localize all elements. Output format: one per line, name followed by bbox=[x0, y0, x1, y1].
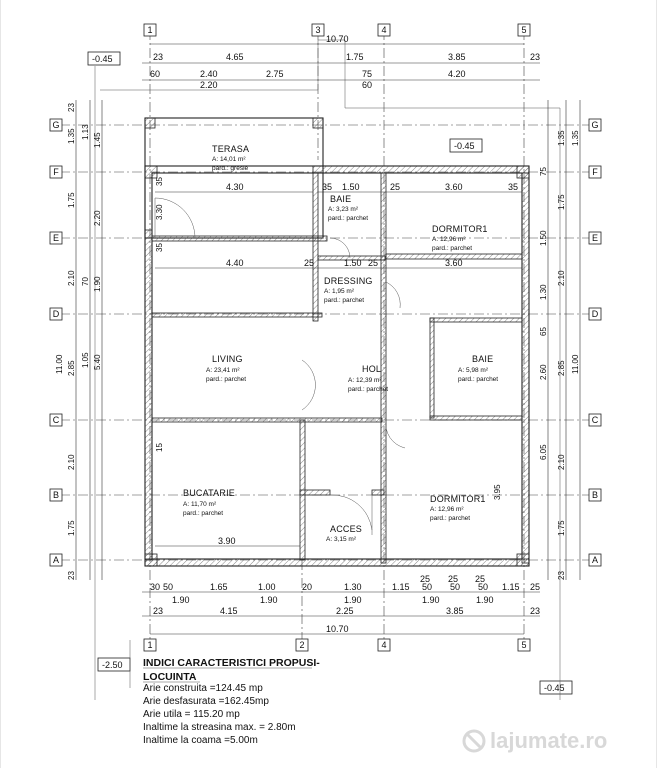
svg-text:1.75: 1.75 bbox=[67, 192, 76, 208]
watermark bbox=[464, 728, 607, 753]
svg-text:2.60: 2.60 bbox=[539, 364, 548, 380]
svg-text:20: 20 bbox=[302, 582, 313, 592]
svg-text:5.40: 5.40 bbox=[93, 354, 102, 370]
room-living bbox=[206, 354, 246, 383]
svg-text:4.30: 4.30 bbox=[226, 182, 244, 192]
svg-text:2.75: 2.75 bbox=[266, 69, 284, 79]
svg-text:3.95: 3.95 bbox=[493, 484, 502, 500]
axis-4-top: 4 bbox=[381, 25, 387, 35]
svg-text:HOL: HOL bbox=[362, 364, 382, 374]
row-axis-markers-right bbox=[589, 119, 601, 566]
svg-text:pard.: parchet: pard.: parchet bbox=[348, 386, 389, 393]
svg-text:50: 50 bbox=[450, 582, 461, 592]
svg-text:1.65: 1.65 bbox=[210, 582, 228, 592]
svg-text:2.20: 2.20 bbox=[200, 80, 218, 90]
svg-text:4.15: 4.15 bbox=[220, 606, 238, 616]
svg-text:Arie construita =124.45 mp: Arie construita =124.45 mp bbox=[143, 683, 263, 694]
column-axis-markers-bottom bbox=[144, 639, 530, 651]
svg-text:11.00: 11.00 bbox=[55, 354, 64, 374]
svg-text:Inaltime la streasina max. =: Inaltime la streasina max. = 2.80m bbox=[143, 722, 296, 733]
axis-1-top: 1 bbox=[147, 25, 153, 35]
svg-text:1.45: 1.45 bbox=[93, 132, 102, 148]
svg-text:6.05: 6.05 bbox=[539, 444, 548, 460]
svg-text:1.75: 1.75 bbox=[557, 520, 566, 536]
svg-text:50: 50 bbox=[478, 582, 489, 592]
svg-text:65: 65 bbox=[539, 327, 548, 336]
svg-text:pard.: parchet: pard.: parchet bbox=[324, 297, 365, 304]
svg-text:DORMITOR1: DORMITOR1 bbox=[432, 224, 488, 234]
svg-text:2.40: 2.40 bbox=[200, 69, 218, 79]
level-terrace: -0.45 bbox=[454, 141, 475, 151]
room-dressing bbox=[324, 276, 373, 304]
svg-text:35: 35 bbox=[155, 177, 164, 186]
svg-text:1.35: 1.35 bbox=[557, 130, 566, 146]
svg-text:25: 25 bbox=[475, 574, 486, 584]
svg-text:2.85: 2.85 bbox=[67, 360, 76, 376]
axis-3-top: 3 bbox=[315, 25, 321, 35]
svg-text:1.75: 1.75 bbox=[557, 194, 566, 210]
watermark-logo-icon bbox=[464, 731, 484, 751]
svg-text:1.15: 1.15 bbox=[392, 582, 410, 592]
svg-text:1.50: 1.50 bbox=[344, 258, 362, 268]
svg-text:pard.: parchet: pard.: parchet bbox=[206, 376, 247, 383]
svg-text:23: 23 bbox=[557, 571, 566, 580]
svg-text:1.75: 1.75 bbox=[67, 520, 76, 536]
svg-text:1.00: 1.00 bbox=[258, 582, 276, 592]
svg-text:pard.: gresie: pard.: gresie bbox=[212, 165, 249, 172]
svg-text:11.00: 11.00 bbox=[571, 354, 580, 374]
svg-text:3.85: 3.85 bbox=[448, 52, 466, 62]
svg-text:1.90: 1.90 bbox=[344, 595, 362, 605]
svg-text:1.50: 1.50 bbox=[342, 182, 360, 192]
svg-text:Arie desfasurata =162.45mp: Arie desfasurata =162.45mp bbox=[143, 696, 269, 707]
svg-text:35: 35 bbox=[155, 243, 164, 252]
svg-text:pard.: parchet: pard.: parchet bbox=[183, 510, 224, 517]
svg-text:TERASA: TERASA bbox=[212, 144, 250, 154]
svg-text:A: 5,98 m²: A: 5,98 m² bbox=[458, 367, 488, 374]
svg-text:A: 14,01 m²: A: 14,01 m² bbox=[212, 156, 246, 163]
svg-text:A: 23,41 m²: A: 23,41 m² bbox=[206, 367, 240, 374]
svg-text:1.75: 1.75 bbox=[346, 52, 364, 62]
svg-text:A: 12,96 m²: A: 12,96 m² bbox=[430, 506, 464, 513]
svg-text:1.90: 1.90 bbox=[422, 595, 440, 605]
svg-text:3.60: 3.60 bbox=[445, 182, 463, 192]
svg-text:C: C bbox=[52, 415, 60, 425]
room-labels bbox=[183, 144, 498, 543]
svg-text:50: 50 bbox=[422, 582, 433, 592]
svg-text:D: D bbox=[52, 309, 60, 319]
svg-text:25: 25 bbox=[368, 258, 379, 268]
room-dormitor-2 bbox=[430, 494, 486, 522]
axis-5-top: 5 bbox=[521, 25, 527, 35]
svg-text:LIVING: LIVING bbox=[212, 354, 243, 364]
svg-text:BAIE: BAIE bbox=[472, 354, 494, 364]
svg-text:35: 35 bbox=[508, 182, 519, 192]
svg-text:ACCES: ACCES bbox=[330, 524, 363, 534]
svg-text:1.90: 1.90 bbox=[93, 276, 102, 292]
svg-text:2.10: 2.10 bbox=[67, 454, 76, 470]
svg-text:2.25: 2.25 bbox=[336, 606, 354, 616]
svg-text:pard.: parchet: pard.: parchet bbox=[430, 515, 471, 522]
indices-title: INDICI CARACTERISTICI PROPUSI- bbox=[143, 657, 320, 669]
svg-text:C: C bbox=[591, 415, 599, 425]
indices-block bbox=[143, 657, 320, 746]
svg-text:1.30: 1.30 bbox=[539, 284, 548, 300]
svg-text:15: 15 bbox=[155, 443, 164, 452]
axis-1-bottom: 1 bbox=[147, 640, 153, 650]
svg-text:F: F bbox=[53, 167, 59, 177]
svg-text:3.85: 3.85 bbox=[446, 606, 464, 616]
svg-text:4.20: 4.20 bbox=[448, 69, 466, 79]
svg-text:1.90: 1.90 bbox=[172, 595, 190, 605]
indices-subtitle: LOCUINTA bbox=[143, 671, 197, 683]
top-dimensions bbox=[142, 34, 540, 90]
svg-text:60: 60 bbox=[362, 80, 373, 90]
svg-text:Inaltime la coama =5.00m: Inaltime la coama =5.00m bbox=[143, 735, 258, 746]
svg-text:2.10: 2.10 bbox=[67, 270, 76, 286]
svg-text:23: 23 bbox=[153, 606, 164, 616]
svg-text:23: 23 bbox=[153, 52, 164, 62]
svg-text:A: A bbox=[52, 555, 60, 565]
svg-text:2.85: 2.85 bbox=[557, 360, 566, 376]
room-terasa bbox=[212, 144, 249, 172]
axis-5-bottom: 5 bbox=[521, 640, 527, 650]
svg-text:F: F bbox=[592, 167, 598, 177]
svg-text:4.40: 4.40 bbox=[226, 258, 244, 268]
svg-text:4.65: 4.65 bbox=[226, 52, 244, 62]
svg-text:A: 3,23 m²: A: 3,23 m² bbox=[328, 206, 358, 213]
svg-text:25: 25 bbox=[390, 182, 401, 192]
svg-text:pard.: parchet: pard.: parchet bbox=[432, 245, 473, 252]
svg-text:E: E bbox=[591, 233, 599, 243]
svg-text:25: 25 bbox=[304, 258, 315, 268]
svg-text:1.15: 1.15 bbox=[502, 582, 520, 592]
svg-text:E: E bbox=[52, 233, 60, 243]
svg-text:3.30: 3.30 bbox=[155, 204, 164, 220]
svg-text:70: 70 bbox=[81, 277, 90, 286]
room-baie-2 bbox=[458, 354, 498, 383]
svg-text:A: 1,95 m²: A: 1,95 m² bbox=[324, 288, 354, 295]
svg-text:1.35: 1.35 bbox=[571, 130, 580, 146]
svg-text:B: B bbox=[52, 490, 60, 500]
row-axis-markers-left bbox=[50, 119, 62, 566]
svg-text:BUCATARIE: BUCATARIE bbox=[183, 488, 235, 498]
watermark-text: lajumate.ro bbox=[490, 728, 608, 753]
svg-text:DORMITOR1: DORMITOR1 bbox=[430, 494, 486, 504]
svg-text:A: 3,15 m²: A: 3,15 m² bbox=[326, 536, 356, 543]
level-markers bbox=[88, 52, 572, 694]
svg-text:pard.: parchet: pard.: parchet bbox=[328, 215, 369, 222]
svg-text:Arie utila = 115.20 mp: Arie utila = 115.20 mp bbox=[143, 709, 240, 720]
svg-text:3.60: 3.60 bbox=[445, 258, 463, 268]
svg-text:35: 35 bbox=[322, 182, 333, 192]
svg-text:23: 23 bbox=[530, 52, 541, 62]
bottom-dimensions bbox=[142, 574, 540, 634]
svg-text:1.35: 1.35 bbox=[67, 128, 76, 144]
level-top-left: -0.45 bbox=[92, 54, 113, 64]
room-acces bbox=[326, 524, 362, 543]
room-baie-1 bbox=[328, 194, 368, 222]
room-bucatarie bbox=[183, 488, 235, 517]
svg-text:2.20: 2.20 bbox=[93, 210, 102, 226]
svg-text:1.90: 1.90 bbox=[260, 595, 278, 605]
svg-text:25: 25 bbox=[530, 582, 541, 592]
svg-text:D: D bbox=[591, 309, 599, 319]
svg-text:50: 50 bbox=[163, 582, 174, 592]
svg-text:G: G bbox=[591, 120, 599, 130]
svg-text:A: 12,96 m²: A: 12,96 m² bbox=[432, 236, 466, 243]
svg-text:25: 25 bbox=[448, 574, 459, 584]
svg-text:23: 23 bbox=[530, 606, 541, 616]
svg-text:B: B bbox=[591, 490, 599, 500]
dim-overall-bottom: 10.70 bbox=[326, 624, 349, 634]
svg-text:3.90: 3.90 bbox=[218, 536, 236, 546]
svg-text:BAIE: BAIE bbox=[330, 194, 352, 204]
level-bottom-left: -2.50 bbox=[102, 660, 123, 670]
axis-2-bottom: 2 bbox=[299, 640, 305, 650]
svg-text:1.50: 1.50 bbox=[539, 230, 548, 246]
level-bottom-right: -0.45 bbox=[544, 683, 565, 693]
dim-overall-top: 10.70 bbox=[326, 34, 349, 44]
svg-text:A: A bbox=[591, 555, 599, 565]
svg-text:75: 75 bbox=[362, 69, 373, 79]
svg-text:1.05: 1.05 bbox=[81, 352, 90, 368]
svg-text:pard.: parchet: pard.: parchet bbox=[458, 376, 499, 383]
svg-text:1.30: 1.30 bbox=[344, 582, 362, 592]
svg-text:30: 30 bbox=[150, 582, 161, 592]
svg-text:2.10: 2.10 bbox=[557, 270, 566, 286]
svg-text:25: 25 bbox=[420, 574, 431, 584]
svg-text:23: 23 bbox=[67, 103, 76, 112]
svg-text:A: 11,70 m²: A: 11,70 m² bbox=[183, 501, 217, 508]
svg-text:1.90: 1.90 bbox=[476, 595, 494, 605]
svg-text:23: 23 bbox=[67, 571, 76, 580]
svg-text:2.10: 2.10 bbox=[557, 454, 566, 470]
svg-text:60: 60 bbox=[150, 69, 161, 79]
svg-text:G: G bbox=[52, 120, 60, 130]
svg-text:1.13: 1.13 bbox=[81, 124, 90, 140]
svg-text:A: 12,39 m²: A: 12,39 m² bbox=[348, 377, 382, 384]
axis-4-bottom: 4 bbox=[381, 640, 387, 650]
svg-text:DRESSING: DRESSING bbox=[324, 276, 373, 286]
svg-text:75: 75 bbox=[539, 167, 548, 176]
